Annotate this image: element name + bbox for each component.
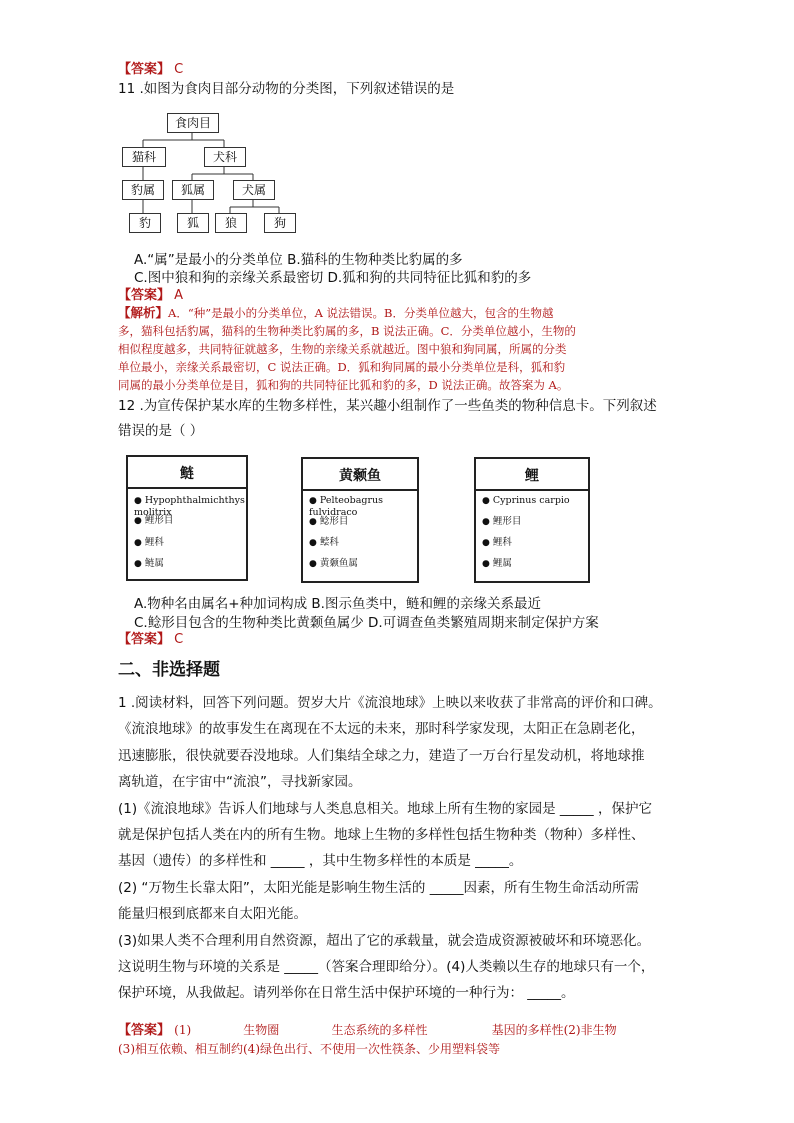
answer-part: 生态系统的多样性 [331,1023,428,1037]
analysis-line: A．“种”是最小的分类单位，A 说法错误。B．分类单位越大，包含的生物越 [168,306,554,320]
q11-analysis [118,304,678,394]
tree-node-family-cat: 猫科 [122,147,166,167]
nq1-line: 1 .阅读材料，回答下列问题。贺岁大片《流浪地球》上映以来收获了非常高的评价和口碑。 [118,695,662,711]
nq1-line: (1)《流浪地球》告诉人们地球与人类息息相关。地球上所有生物的家园是 _____ ，保护它 [118,800,652,817]
card-item: ● 鲿科 [309,537,339,548]
q12-options-2: C.鲶形目包含的生物种类比黄颡鱼属少 D.可调查鱼类繁殖周期来制定保护方案 [134,615,599,631]
tree-node-genus-panthera: 豹属 [122,180,164,200]
analysis-line: 同属的最小分类单位是目，狐和狗的共同特征比狐和豹的多，D 说法正确。故答案为 A。 [118,378,569,392]
nq1-answer-2: (3)相互依赖、相互制约(4)绿色出行、不使用一次性筷条、少用塑料袋等 [118,1042,500,1056]
nq1-body [118,690,662,1007]
tree-node-genus-fox: 狐属 [172,180,214,200]
answer-value: C [174,62,184,77]
card-item: ● 鲶形目 [309,516,349,527]
nq1-line: 这说明生物与环境的关系是 _____（答案合理即给分）。(4)人类赖以生存的地球只有一个， [118,959,655,976]
answer-label: 【答案】 [118,632,171,647]
card-item: ● Cyprinus carpio [482,495,570,506]
q11-options-1: A.“属”是最小的分类单位 B.猫科的生物种类比豹属的多 [134,252,463,268]
tree-node-root: 食肉目 [167,113,219,133]
analysis-line: 多，猫科包括豹属，猫科的生物种类比豹属的多，B 说法正确。C．分类单位越小，生物的 [118,324,576,338]
card-title: 黄颡鱼 [339,468,381,484]
answer-value: A [174,288,184,303]
nq1-line: (2) “万物生长靠太阳”，太阳光能是影响生物生活的 _____因素，所有生物生命活动所需 [118,879,639,896]
answer-label: 【答案】 [118,288,171,303]
analysis-label: 【解析】 [118,306,169,320]
answer-part: 基因的多样性(2)非生物 [491,1023,617,1037]
card-divider [303,489,417,491]
analysis-line: 单位最小，亲缘关系最密切，C 说法正确。D．狐和狗同属的最小分类单位是科，狐和豹 [118,360,566,374]
nq1-line: 迅速膨胀，很快就要吞没地球。人们集结全球之力，建造了一万台行星发动机，将地球推 [118,747,645,764]
species-card-3 [474,457,590,583]
card-divider [476,489,588,491]
nq1-line: (3)如果人类不合理利用自然资源，超出了它的承载量，就会造成资源被破坏和环境恶化。 [118,932,651,949]
nq1-line: 离轨道，在宇宙中“流浪”，寻找新家园。 [118,774,362,791]
section-title: 二、非选择题 [118,660,220,680]
card-item: ● 鲤科 [134,537,164,548]
nq1-line: 基因（遗传）的多样性和 _____ ，其中生物多样性的本质是 _____。 [118,853,523,870]
nq1-answer-1 [118,1021,688,1040]
card-title: 鲢 [180,466,194,482]
card-item: ● 黄颡鱼属 [309,558,358,569]
card-item: ● Hypophthalmichthys molitrix [134,495,245,518]
q12-options-1: A.物种名由属名+种加词构成 B.图示鱼类中，鲢和鲤的亲缘关系最近 [134,596,541,612]
tree-node-dog: 狗 [264,213,296,233]
nq1-line: 就是保护包括人类在内的所有生物。地球上生物的多样性包括生物种类（物种）多样性、 [118,827,645,844]
q12-answer [118,631,183,649]
tree-node-wolf: 狼 [215,213,247,233]
card-item: ● Pelteobagrus fulvidraco [309,495,384,518]
tree-node-genus-canis: 犬属 [233,180,275,200]
nq1-line: 能量归根到底都来自太阳光能。 [118,906,307,923]
q12-stem-1: 12 .为宣传保护某水库的生物多样性，某兴趣小组制作了一些鱼类的物种信息卡。下列叙述 [118,398,657,414]
tree-node-fox: 狐 [177,213,209,233]
nq1-line: 《流浪地球》的故事发生在离现在不太远的未来，那时科学家发现，太阳正在急剧老化， [118,721,645,738]
tree-connectors [0,0,794,260]
species-card-2 [301,457,419,583]
answer-label: 【答案】 [118,62,171,77]
card-item: ● 鲤形目 [134,515,174,526]
answer-value: C [174,632,184,647]
q11-answer [118,287,183,305]
card-item: ● 鲤科 [482,537,512,548]
q12-stem-2: 错误的是（ ） [118,423,204,439]
answer-part: 生物圈 [243,1023,280,1037]
card-title: 鲤 [525,468,539,484]
answer-part: (1) [174,1023,192,1037]
q11-stem: 11 .如图为食肉目部分动物的分类图，下列叙述错误的是 [118,81,455,97]
card-item: ● 鲤形目 [482,516,522,527]
answer-label: 【答案】 [118,1023,171,1038]
tree-node-leopard: 豹 [129,213,161,233]
card-item: ● 鲢属 [134,558,164,569]
tree-node-family-dog: 犬科 [204,147,246,167]
card-item: ● 鲤属 [482,558,512,569]
species-card-1 [126,455,248,581]
q11-options-2: C.图中狼和狗的亲缘关系最密切 D.狐和狗的共同特征比狐和豹的多 [134,270,532,286]
card-divider [128,487,246,489]
nq1-line: 保护环境，从我做起。请列举你在日常生活中保护环境的一种行为： _____。 [118,985,575,1002]
analysis-line: 相似程度越多，共同特征就越多，生物的亲缘关系就越近。图中狼和狗同属，所属的分类 [118,342,567,356]
